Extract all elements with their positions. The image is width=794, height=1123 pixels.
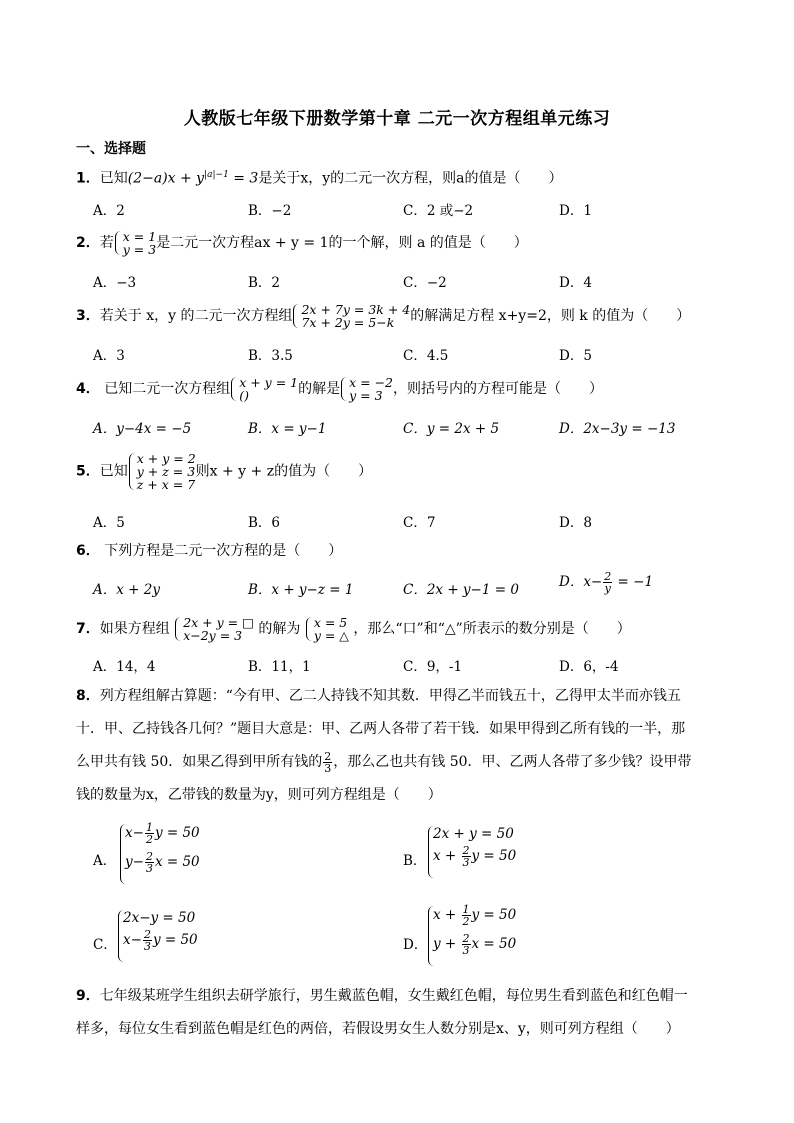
option-a: A．2 [93, 203, 125, 219]
paragraph-line [76, 680, 721, 713]
fraction [323, 751, 332, 774]
question-3 [76, 303, 690, 329]
option-d: D．8 [559, 515, 592, 531]
question-text: 若 [99, 235, 114, 251]
option-a: A．14，4 [93, 659, 156, 675]
section-heading: 一、选择题 [76, 141, 146, 157]
question-text: 么甲共有钱 50．如果乙得到甲所有钱的 [76, 754, 323, 770]
question-9 [76, 980, 721, 1046]
question-1 [76, 166, 563, 188]
math-expression: (2−a)x + y [127, 170, 205, 187]
equation-row: () [239, 388, 249, 403]
equation-system [128, 452, 196, 491]
option-d: D．4 [559, 275, 592, 291]
question-text: 是关于x，y的二元一次方程，则a的值是（ ） [258, 170, 563, 187]
equation-row: x + y = 2 [136, 451, 196, 466]
question-text: 如果方程组 [99, 621, 175, 637]
equation-row: 2x + 7y = 3k + 4 [301, 302, 411, 317]
option-b: B．x = y−1 [248, 421, 327, 437]
option-a: A．3 [93, 348, 125, 364]
equation-system [174, 616, 254, 642]
option-b: B．6 [248, 515, 281, 531]
question-number: 1． [76, 170, 100, 187]
option-b: B．−2 [248, 203, 292, 219]
question-number: 8． [76, 688, 100, 704]
equation-system [230, 376, 298, 402]
option-d: D．5 [559, 348, 592, 364]
page-title: 人教版七年级下册数学第十章 二元一次方程组单元练习 [183, 109, 611, 129]
question-text: 已知 [99, 463, 128, 480]
option-text: = −1 [613, 574, 654, 590]
option-c: C． [93, 937, 117, 953]
option-a: A．y−4x = −5 [93, 421, 192, 437]
fraction-numerator: 2 [324, 749, 332, 763]
equation-row: x− $\frac{1}{2}$ y = 50 [125, 821, 200, 846]
fraction [603, 571, 612, 594]
equation-row: x + $\frac{2}{3}$ y = 50 [433, 844, 517, 869]
option-b: B． [403, 853, 427, 869]
question-number: 5． [76, 463, 100, 480]
option-a: A．5 [93, 515, 125, 531]
equation-system [114, 230, 156, 256]
question-text: 的解为 [253, 621, 305, 637]
equation-row: x = 1 [122, 229, 157, 244]
question-text: 的解是 [298, 381, 341, 397]
option-d: D．1 [559, 203, 592, 219]
equation-system [433, 904, 516, 956]
question-text: 的解满足方程 x+y=2，则 k 的值为（ ） [410, 308, 691, 324]
math-exponent: |a|−1 [204, 170, 229, 180]
solution-system [305, 616, 349, 642]
question-7 [76, 616, 631, 642]
question-text: 钱的数量为x，乙带钱的数量为y，则可列方程组是（ ） [76, 787, 442, 803]
paragraph-line [76, 746, 721, 779]
question-text: 下列方程是二元一次方程的是（ ） [99, 543, 343, 559]
equation-row: x− $\frac{2}{3}$ y = 50 [123, 928, 198, 953]
fraction-numerator: 2 [604, 570, 612, 583]
equation-row: 2x−y = 50 [123, 910, 196, 926]
equation-row: 2x + y = □ [183, 615, 254, 630]
math-expression: = 3 [228, 170, 259, 187]
option-c: C．y = 2x + 5 [403, 421, 500, 437]
question-text: 七年级某班学生组织去研学旅行，男生戴蓝色帽，女生戴红色帽，每位男生看到蓝色和红色帽一 [99, 988, 688, 1004]
option-a: A． [93, 853, 117, 869]
option-b: B．11，1 [248, 659, 311, 675]
question-5 [76, 452, 372, 491]
question-number: 7． [76, 621, 100, 637]
option-c: C．4.5 [403, 348, 449, 364]
option-b: B．3.5 [248, 348, 293, 364]
option-b: B．x + y−z = 1 [248, 582, 354, 598]
option-text: D．x− [559, 574, 603, 590]
equation-system [123, 910, 198, 952]
fraction-denominator: 3 [324, 761, 332, 775]
equation-row: z + x = 7 [136, 477, 196, 492]
question-text: ，那么乙也共有钱 50．甲、乙两人各带了多少钱？设甲带 [333, 754, 692, 770]
equation-row: 7x + 2y = 5−k [301, 315, 395, 330]
question-number: 3． [76, 308, 100, 324]
fraction-denominator: y [604, 582, 611, 595]
question-text: ，则括号内的方程可能是（ ） [393, 381, 604, 397]
equation-row: y + $\frac{2}{3}$ x = 50 [433, 932, 517, 957]
equation-row: x = 5 [313, 615, 348, 630]
equation-row: y = 3 [349, 388, 383, 403]
question-8 [76, 680, 721, 812]
question-text: 已知 [99, 170, 128, 187]
paragraph-line [76, 980, 721, 1013]
solution-system [340, 376, 393, 402]
option-b: B．2 [248, 275, 281, 291]
question-text: 若关于 x，y 的二元一次方程组 [99, 308, 293, 324]
option-a: A．x + 2y [93, 582, 160, 598]
option-c: C．2x + y−1 = 0 [403, 582, 519, 598]
equation-row: x + y = 1 [239, 375, 299, 390]
equation-system [292, 303, 410, 329]
question-4 [76, 376, 603, 402]
equation-system [433, 826, 516, 868]
equation-row: y− $\frac{2}{3}$ x = 50 [125, 850, 200, 875]
equation-row: 2x + y = 50 [433, 826, 514, 842]
option-c: C．9，-1 [403, 659, 463, 675]
question-number: 4． [76, 381, 100, 397]
equation-row: x−2y = 3 [183, 628, 243, 643]
option-d: D．2x−3y = −13 [559, 421, 676, 437]
question-2 [76, 230, 528, 256]
question-text: ，那么“口”和“△”所表示的数分别是（ ） [348, 621, 631, 637]
question-6 [76, 542, 342, 560]
equation-row: x = −2 [349, 375, 394, 390]
question-text: 已知二元一次方程组 [99, 381, 231, 397]
option-d [559, 570, 653, 594]
question-text: 是二元一次方程ax + y = 1的一个解，则 a 的值是（ ） [156, 235, 528, 251]
option-c: C．2 或−2 [403, 203, 474, 219]
question-number: 6． [76, 543, 100, 559]
equation-row: y + z = 3 [136, 464, 196, 479]
question-text: 则x + y + z的值为（ ） [195, 463, 373, 480]
option-c: C．7 [403, 515, 436, 531]
question-text: 十．甲、乙持钱各几何？”题目大意是：甲、乙两人各带了若干钱．如果甲得到乙所有钱的一半，那 [76, 721, 686, 737]
equation-row: x + $\frac{1}{2}$ y = 50 [433, 903, 517, 928]
option-d: D． [403, 937, 428, 953]
question-text: 样多，每位女生看到蓝色帽是红色的两倍，若假设男女生人数分别是x、y，则可列方程组（ ） [76, 1021, 680, 1037]
question-number: 9． [76, 988, 100, 1004]
option-c: C．−2 [403, 275, 447, 291]
equation-system [125, 822, 200, 874]
question-number: 2． [76, 235, 100, 251]
question-text: 列方程组解古算题：“今有甲、乙二人持钱不知其数．甲得乙半而钱五十，乙得甲太半而亦钱五 [99, 688, 681, 704]
equation-row: y = △ [313, 628, 349, 643]
option-a: A．−3 [93, 275, 137, 291]
equation-row: y = 3 [122, 242, 157, 257]
option-d: D．6，-4 [559, 659, 619, 675]
